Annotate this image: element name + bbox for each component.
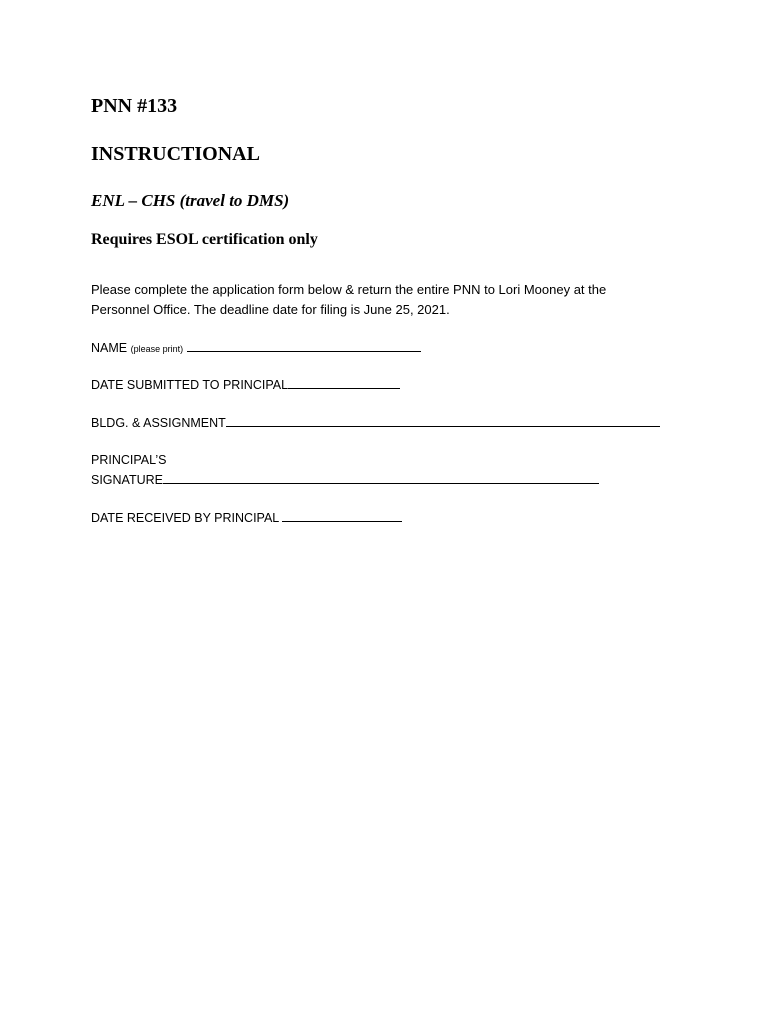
instructions-line-1: Please complete the application form below & return the entire PNN to Lori Mooney at the [91,282,607,297]
pnn-number-heading: PNN #133 [91,95,178,117]
requirement-text: Requires ESOL certification only [91,231,318,248]
signature-blank-line[interactable] [163,470,599,484]
date-received-blank-line[interactable] [282,508,402,522]
signature-label-line-1: PRINCIPAL’S [91,453,167,467]
date-submitted-field [91,375,400,395]
bldg-assignment-label: BLDG. & ASSIGNMENT [91,416,226,430]
date-received-field [91,508,402,528]
name-note: (please print) [130,344,184,354]
bldg-assignment-blank-line[interactable] [226,413,660,427]
category-heading: INSTRUCTIONAL [91,143,260,165]
date-submitted-blank-line[interactable] [288,375,400,389]
instructions-paragraph [91,280,671,320]
bldg-assignment-field [91,413,660,433]
signature-label-line-2: SIGNATURE [91,473,163,487]
name-label: NAME [91,341,131,355]
name-field [91,338,421,359]
position-title: ENL – CHS (travel to DMS) [91,191,290,210]
date-submitted-label: DATE SUBMITTED TO PRINCIPAL [91,378,289,392]
principal-signature-field [91,451,599,490]
name-blank-line[interactable] [187,338,421,352]
date-received-label: DATE RECEIVED BY PRINCIPAL [91,511,283,525]
instructions-line-2: Personnel Office. The deadline date for filing is June 25, 2021. [91,302,450,317]
